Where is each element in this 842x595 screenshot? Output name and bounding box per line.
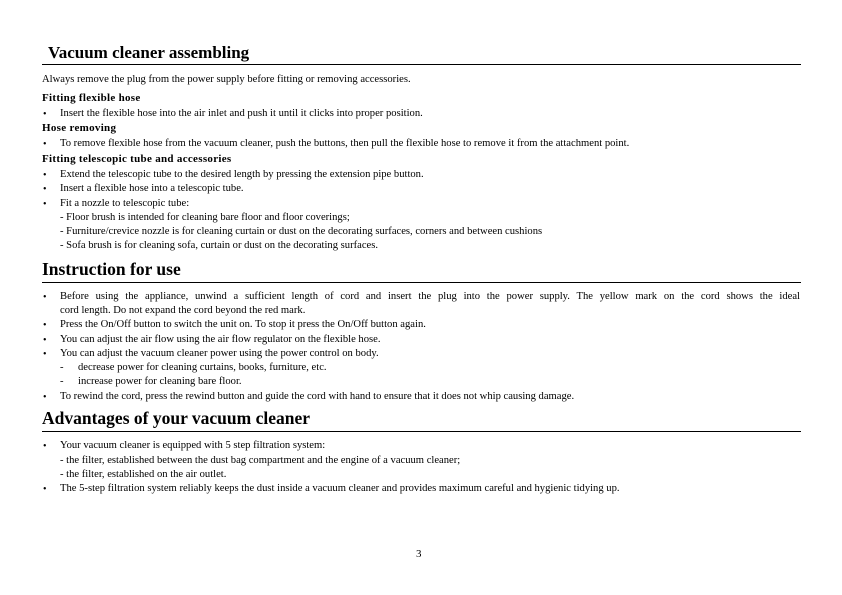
subheading-hose-removing: Hose removing: [42, 122, 117, 134]
page-number: 3: [416, 548, 422, 560]
dash-item: decrease power for cleaning curtains, books, furniture, etc.: [78, 362, 327, 373]
bullet-icon: •: [43, 349, 47, 360]
bullet-icon: •: [43, 441, 47, 452]
list-item: The 5-step filtration system reliably keeps the dust inside a vacuum cleaner and provides maximum careful and hygienic tidying up.: [60, 483, 620, 494]
dash-item: increase power for cleaning bare floor.: [78, 376, 242, 387]
bullet-icon: •: [43, 170, 47, 181]
bullet-icon: •: [43, 199, 47, 210]
bullet-icon: •: [43, 484, 47, 495]
list-item: To rewind the cord, press the rewind button and guide the cord with hand to ensure that it does not whip causing damage.: [60, 391, 575, 402]
bullet-icon: •: [43, 335, 47, 346]
dash-item: - Sofa brush is for cleaning sofa, curtain or dust on the decorating surfaces.: [60, 240, 379, 251]
subheading-telescopic-tube: Fitting telescopic tube and accessories: [42, 153, 232, 165]
dash-item: - Furniture/crevice nozzle is for cleaning curtain or dust on the decorating surfaces, corners and between cushions: [60, 226, 543, 237]
dash-item: - the filter, established on the air outlet.: [60, 469, 227, 480]
list-item: Insert a flexible hose into a telescopic tube.: [60, 183, 244, 194]
section-title-advantages: Advantages of your vacuum cleaner: [42, 410, 801, 432]
list-item: Before using the appliance, unwind a sufficient length of cord and insert the plug into the power supply. The yellow mark on the cord shows the ideal: [60, 291, 800, 302]
intro-text: Always remove the plug from the power supply before fitting or removing accessories.: [42, 74, 411, 85]
bullet-icon: •: [43, 184, 47, 195]
bullet-icon: •: [43, 292, 47, 303]
section-title-assembling: Vacuum cleaner assembling: [42, 44, 801, 65]
bullet-icon: •: [43, 320, 47, 331]
bullet-icon: •: [43, 392, 47, 403]
list-item: Fit a nozzle to telescopic tube:: [60, 198, 190, 209]
dash-mark: -: [60, 376, 64, 387]
section-title-instruction: Instruction for use: [42, 261, 801, 283]
list-item: Press the On/Off button to switch the unit on. To stop it press the On/Off button again.: [60, 319, 426, 330]
list-item: You can adjust the vacuum cleaner power using the power control on body.: [60, 348, 379, 359]
list-item: To remove flexible hose from the vacuum cleaner, push the buttons, then pull the flexible hose to remove it from the attachment point.: [60, 138, 630, 149]
dash-item: - Floor brush is intended for cleaning bare floor and floor coverings;: [60, 212, 350, 223]
list-item: Your vacuum cleaner is equipped with 5 step filtration system:: [60, 440, 326, 451]
list-item: Insert the flexible hose into the air inlet and push it until it clicks into proper position.: [60, 108, 423, 119]
list-item: You can adjust the air flow using the air flow regulator on the flexible hose.: [60, 334, 381, 345]
dash-item: - the filter, established between the dust bag compartment and the engine of a vacuum cleaner;: [60, 455, 461, 466]
bullet-icon: •: [43, 109, 47, 120]
list-item: Extend the telescopic tube to the desired length by pressing the extension pipe button.: [60, 169, 424, 180]
dash-mark: -: [60, 362, 64, 373]
subheading-fitting-hose: Fitting flexible hose: [42, 92, 141, 104]
bullet-icon: •: [43, 139, 47, 150]
list-item-continued: cord length. Do not expand the cord beyond the red mark.: [60, 305, 306, 316]
